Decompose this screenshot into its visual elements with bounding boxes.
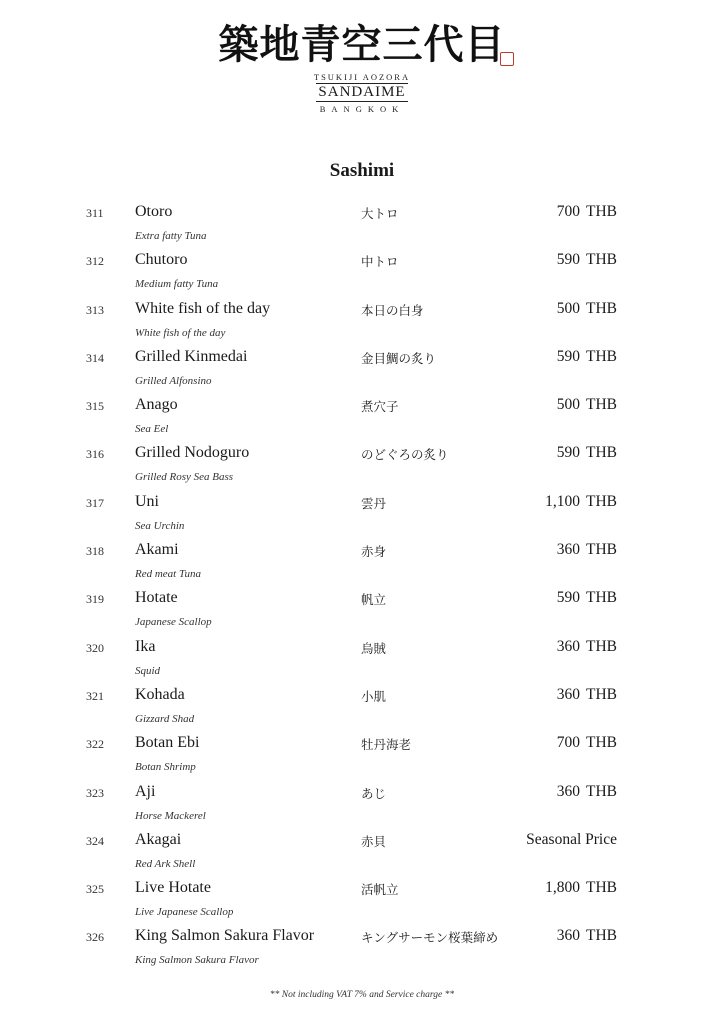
price-value: 590 <box>556 589 580 607</box>
item-price <box>557 396 617 414</box>
price-value: 590 <box>556 347 580 365</box>
item-name: Grilled Nodoguro <box>135 444 250 462</box>
item-name: Botan Ebi <box>135 734 200 752</box>
price-value: Seasonal Price <box>526 830 617 848</box>
price-currency: THB <box>586 251 617 269</box>
item-description: Medium fatty Tuna <box>135 278 219 291</box>
item-japanese-name: 烏賊 <box>361 640 387 656</box>
item-description: Grilled Rosy Sea Bass <box>135 471 234 484</box>
menu-item <box>0 346 724 394</box>
menu-item <box>0 442 724 490</box>
price-currency: THB <box>586 396 617 414</box>
logo-subtitle: TSUKIJI AOZORA <box>313 72 411 82</box>
menu-list <box>0 201 724 974</box>
menu-item <box>0 732 724 780</box>
price-value: 360 <box>556 782 580 800</box>
price-value: 360 <box>556 637 580 655</box>
item-description: Botan Shrimp <box>135 761 196 774</box>
item-japanese-name: のどぐろの炙り <box>361 447 449 463</box>
seal-icon <box>500 52 514 66</box>
item-japanese-name: 赤貝 <box>361 833 387 849</box>
menu-item <box>0 877 724 925</box>
price-currency: THB <box>586 541 617 559</box>
item-description: King Salmon Sakura Flavor <box>135 954 259 967</box>
item-number: 315 <box>86 399 104 414</box>
item-name: Akagai <box>135 830 182 848</box>
item-number: 313 <box>86 302 104 317</box>
item-description: Gizzard Shad <box>135 712 195 725</box>
item-japanese-name: 小肌 <box>361 688 387 704</box>
item-number: 316 <box>86 447 104 462</box>
price-value: 1,100 <box>545 492 580 510</box>
logo-japanese-text <box>219 22 506 68</box>
item-japanese-name: 中トロ <box>361 254 399 270</box>
item-number: 323 <box>86 785 104 800</box>
price-value: 500 <box>556 396 580 414</box>
item-price <box>557 541 617 559</box>
price-currency: THB <box>586 203 617 220</box>
item-description: Horse Mackerel <box>135 809 206 822</box>
item-name: Chutoro <box>135 251 188 269</box>
price-currency: THB <box>586 347 617 365</box>
menu-item <box>0 249 724 297</box>
price-currency: THB <box>586 734 617 752</box>
item-japanese-name: 牡丹海老 <box>361 737 412 753</box>
item-price <box>526 831 617 849</box>
item-name: Anago <box>135 396 178 414</box>
item-japanese-name: 活帆立 <box>361 882 399 898</box>
item-number: 319 <box>86 592 104 607</box>
item-name: Akami <box>135 541 179 559</box>
item-description: Squid <box>135 664 161 677</box>
item-price <box>557 203 617 221</box>
item-description: Live Japanese Scallop <box>135 906 234 919</box>
item-number: 325 <box>86 882 104 897</box>
price-value: 360 <box>556 685 580 703</box>
item-name: Otoro <box>135 203 173 220</box>
item-description: Sea Urchin <box>135 519 185 532</box>
price-value: 500 <box>556 299 580 317</box>
menu-item <box>0 491 724 539</box>
item-description: Grilled Alfonsino <box>135 374 212 387</box>
menu-item <box>0 829 724 877</box>
item-price <box>557 927 617 945</box>
item-name: Grilled Kinmedai <box>135 347 248 365</box>
item-description: White fish of the day <box>135 326 226 339</box>
section-title: Sashimi <box>329 160 395 181</box>
item-number: 312 <box>86 254 104 269</box>
item-name: Aji <box>135 782 156 800</box>
price-currency: THB <box>586 637 617 655</box>
price-currency: THB <box>586 492 617 510</box>
item-japanese-name: 本日の白身 <box>361 302 424 318</box>
item-japanese-name: あじ <box>361 785 387 801</box>
logo-location: BANGKOK <box>319 104 405 114</box>
item-price <box>557 783 617 801</box>
menu-item <box>0 201 724 249</box>
price-currency: THB <box>586 685 617 703</box>
item-japanese-name: キングサーモン桜葉締め <box>361 930 499 946</box>
price-currency: THB <box>586 299 617 317</box>
price-value: 360 <box>556 927 580 945</box>
restaurant-logo <box>0 22 724 114</box>
price-value: 590 <box>556 444 580 462</box>
item-number: 317 <box>86 495 104 510</box>
item-price <box>557 348 617 366</box>
price-value: 700 <box>556 203 580 220</box>
price-currency: THB <box>586 927 617 945</box>
menu-item <box>0 636 724 684</box>
item-description: Red meat Tuna <box>135 568 201 581</box>
item-description: Red Ark Shell <box>135 857 196 870</box>
item-description: Extra fatty Tuna <box>135 230 207 242</box>
item-number: 318 <box>86 544 104 559</box>
item-number: 326 <box>86 930 104 945</box>
logo-japanese-label: 築地青空三代目 <box>218 21 506 68</box>
item-number: 321 <box>86 688 104 703</box>
footer-note: ** Not including VAT 7% and Service charge ** <box>269 990 455 1000</box>
price-value: 1,800 <box>545 879 580 897</box>
item-number: 320 <box>86 640 104 655</box>
price-currency: THB <box>586 879 617 897</box>
item-name: White fish of the day <box>135 299 271 317</box>
item-name: Hotate <box>135 589 178 607</box>
item-price <box>557 686 617 704</box>
price-value: 360 <box>556 541 580 559</box>
item-japanese-name: 雲丹 <box>361 495 387 511</box>
menu-item <box>0 539 724 587</box>
item-japanese-name: 大トロ <box>361 206 399 221</box>
menu-item <box>0 684 724 732</box>
item-number: 322 <box>86 737 104 752</box>
logo-name: SANDAIME <box>318 84 406 100</box>
item-price <box>545 493 617 511</box>
item-japanese-name: 金目鯛の炙り <box>361 350 437 366</box>
item-price <box>557 734 617 752</box>
price-currency: THB <box>586 444 617 462</box>
menu-item <box>0 394 724 442</box>
item-name: Ika <box>135 637 156 655</box>
item-number: 314 <box>86 350 104 365</box>
item-japanese-name: 帆立 <box>361 592 387 608</box>
item-japanese-name: 赤身 <box>361 544 387 560</box>
item-japanese-name: 煮穴子 <box>361 399 399 415</box>
item-price <box>557 251 617 269</box>
item-price <box>557 300 617 318</box>
item-price <box>557 589 617 607</box>
item-name: King Salmon Sakura Flavor <box>135 927 315 945</box>
item-name: Kohada <box>135 685 185 703</box>
item-price <box>545 879 617 897</box>
item-number: 324 <box>86 833 104 848</box>
item-number: 311 <box>86 206 104 220</box>
price-currency: THB <box>586 589 617 607</box>
item-price <box>557 444 617 462</box>
item-name: Live Hotate <box>135 879 211 897</box>
price-value: 590 <box>556 251 580 269</box>
menu-item <box>0 298 724 346</box>
item-description: Japanese Scallop <box>135 616 212 629</box>
price-currency: THB <box>586 782 617 800</box>
item-name: Uni <box>135 492 159 510</box>
menu-item <box>0 587 724 635</box>
price-value: 700 <box>556 734 580 752</box>
item-price <box>557 638 617 656</box>
item-description: Sea Eel <box>135 423 169 436</box>
menu-item <box>0 925 724 973</box>
menu-item <box>0 781 724 829</box>
